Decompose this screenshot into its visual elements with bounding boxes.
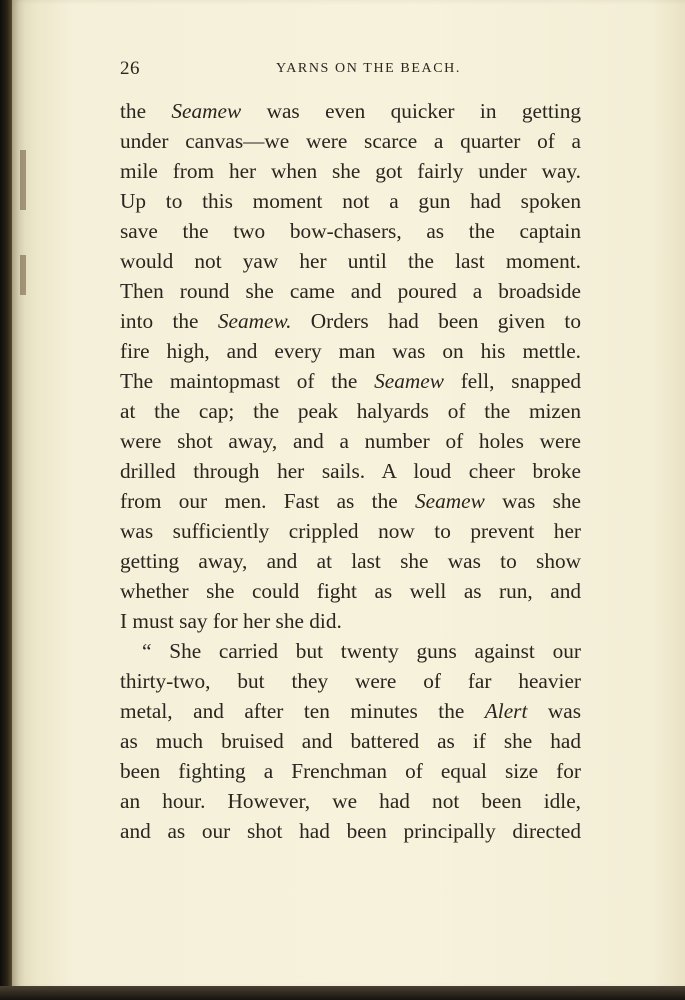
text-run: getting away, and at last she was to show [120, 549, 581, 573]
running-head [12, 58, 685, 82]
text-run: were shot away, and a number of holes were [120, 429, 581, 453]
text-run: was [527, 699, 581, 723]
text-run: as much bruised and battered as if she had [120, 729, 581, 753]
text-run: drilled through her sails. A loud cheer broke [120, 459, 581, 483]
text-line [120, 696, 581, 726]
book-spine [0, 0, 12, 1000]
text-run: Orders had been given to [291, 309, 581, 333]
text-line [120, 756, 581, 786]
page-number: 26 [120, 58, 140, 79]
body-text [120, 96, 581, 846]
text-run: mile from her when she got fairly under way. [120, 159, 581, 183]
text-line [120, 186, 581, 216]
text-line [120, 366, 581, 396]
text-line [120, 636, 581, 666]
text-line [120, 606, 581, 636]
page-bottom-edge [0, 986, 685, 1000]
italic-ship-name: Seamew [374, 369, 444, 393]
text-run: the [120, 99, 172, 123]
text-run: into the [120, 309, 218, 333]
text-line [120, 816, 581, 846]
italic-ship-name: Alert [484, 699, 528, 723]
text-run: fire high, and every man was on his mettle. [120, 339, 581, 363]
text-run: metal, and after ten minutes the [120, 699, 485, 723]
text-line [120, 336, 581, 366]
text-line [120, 246, 581, 276]
text-line [120, 786, 581, 816]
text-run: “ She carried but twenty guns against our [142, 639, 581, 663]
text-line [120, 276, 581, 306]
italic-ship-name: Seamew. [217, 309, 292, 333]
text-run: at the cap; the peak halyards of the mizen [120, 399, 581, 423]
text-run: and as our shot had been principally directed [120, 819, 581, 843]
italic-ship-name: Seamew [171, 99, 242, 123]
text-line [120, 726, 581, 756]
text-line [120, 426, 581, 456]
text-run: was even quicker in getting [241, 99, 581, 123]
text-run: save the two bow-chasers, as the captain [120, 219, 581, 243]
text-line [120, 546, 581, 576]
page-paper [12, 0, 685, 988]
text-line [120, 666, 581, 696]
text-line [120, 486, 581, 516]
text-run: Up to this moment not a gun had spoken [120, 189, 581, 213]
text-run: was sufficiently crippled now to prevent her [120, 519, 581, 543]
text-run: been fighting a Frenchman of equal size for [120, 759, 581, 783]
text-run: fell, snapped [443, 369, 582, 393]
italic-ship-name: Seamew [415, 489, 485, 513]
text-run: under canvas—we were scarce a quarter of a [120, 129, 581, 153]
page-edge-stain [20, 150, 26, 210]
text-run: an hour. However, we had not been idle, [120, 789, 581, 813]
text-run: from our men. Fast as the [120, 489, 416, 513]
text-run: would not yaw her until the last moment. [120, 249, 581, 273]
text-run: was she [484, 489, 581, 513]
text-run: I must say for her she did. [120, 609, 342, 633]
text-line [120, 396, 581, 426]
running-title: YARNS ON THE BEACH. [276, 61, 461, 76]
text-line [120, 456, 581, 486]
text-line [120, 96, 581, 126]
page-edge-stain [20, 255, 26, 295]
text-line [120, 306, 581, 336]
text-run: The maintopmast of the [120, 369, 375, 393]
text-line [120, 576, 581, 606]
text-run: thirty-two, but they were of far heavier [120, 669, 581, 693]
text-run: whether she could fight as well as run, and [120, 579, 581, 603]
text-line [120, 156, 581, 186]
text-line [120, 216, 581, 246]
text-run: Then round she came and poured a broadside [120, 279, 581, 303]
text-line [120, 516, 581, 546]
text-line [120, 126, 581, 156]
